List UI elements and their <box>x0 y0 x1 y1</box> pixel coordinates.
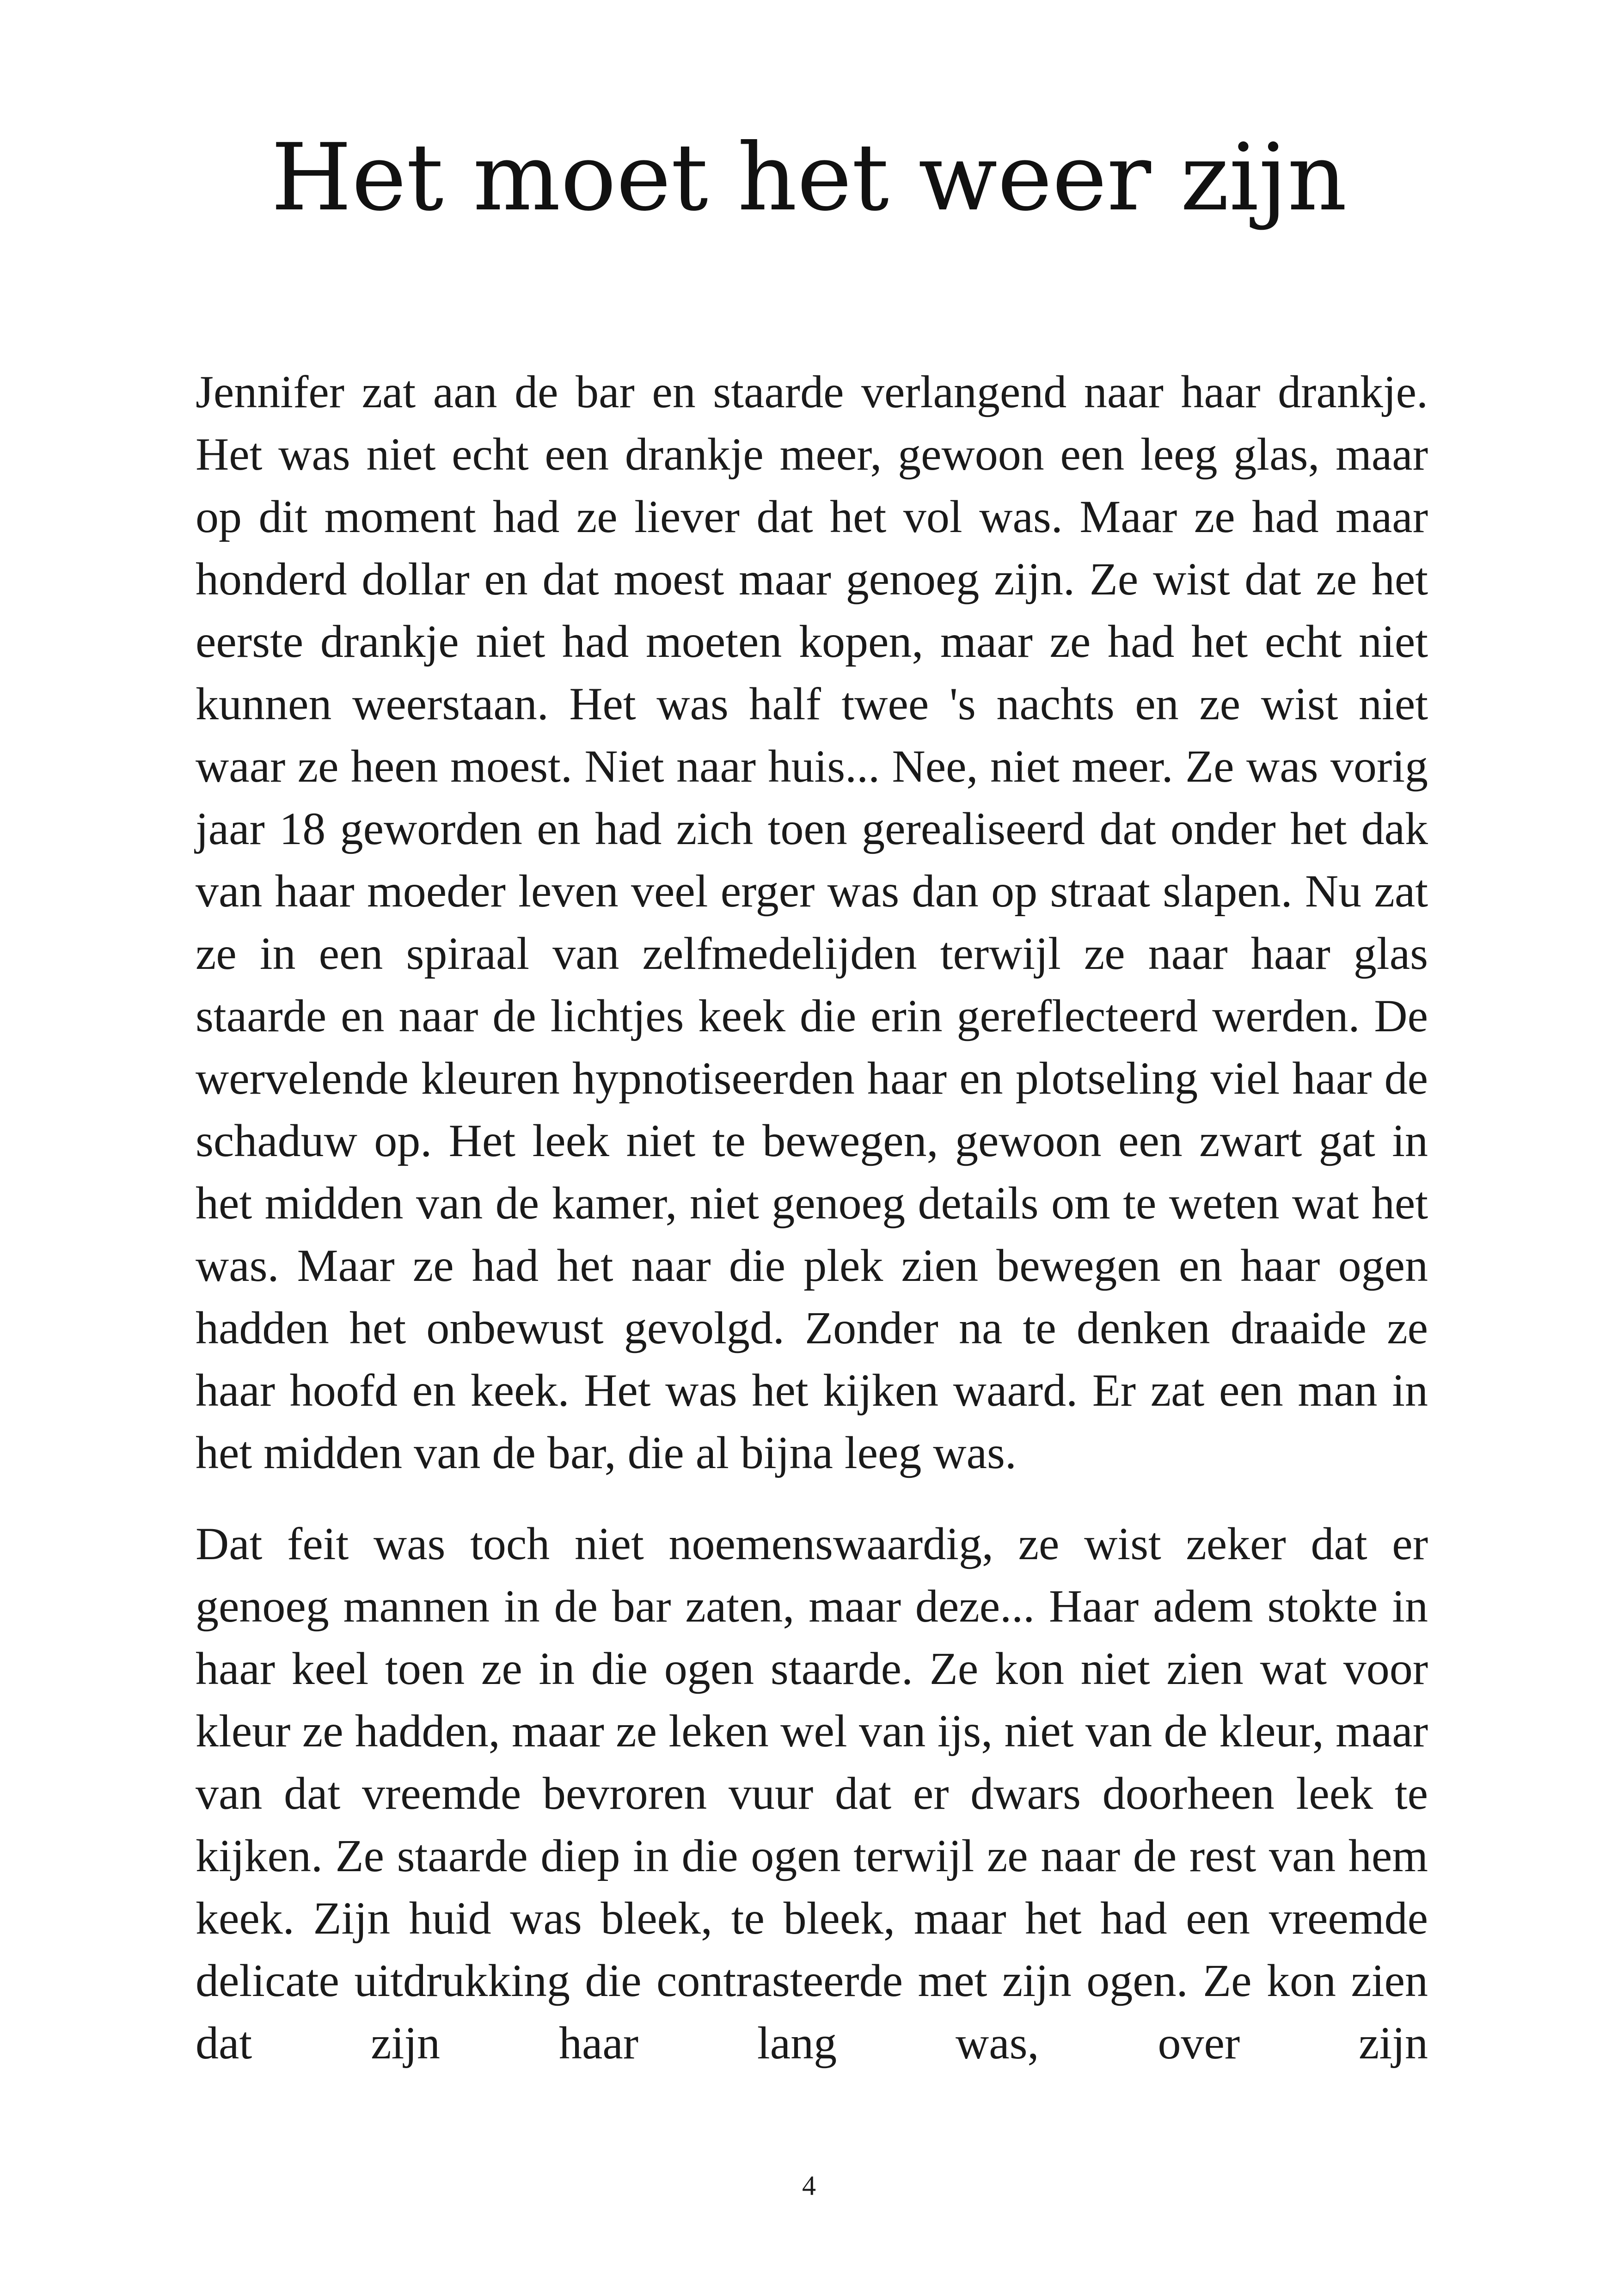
paragraph-1: Jennifer zat aan de bar en staarde verlangend naar haar drankje. Het was niet echt een drankje meer, gewoon een leeg glas, maar op dit moment had ze liever dat het vol was. Maar ze had maar honderd dollar en dat moest maar genoeg zijn. Ze wist dat ze het eerste drankje niet had moeten kopen, maar ze had het echt niet kunnen weerstaan. Het was half twee 's nachts en ze wist niet waar ze heen moest. Niet naar huis... Nee, niet meer. Ze was vorig jaar 18 geworden en had zich toen gerealiseerd dat onder het dak van haar moeder leven veel erger was dan op straat slapen. Nu zat ze in een spiraal van zelfmedelijden terwijl ze naar haar glas staarde en naar de lichtjes keek die erin gereflecteerd werden. De wervelende kleuren hypnotiseerden haar en plotseling viel haar de schaduw op. Het leek niet te bewegen, gewoon een zwart gat in het midden van de kamer, niet genoeg details om te weten wat het was. Maar ze had het naar die plek zien bewegen en haar ogen hadden het onbewust gevolgd. Zonder na te denken draaide ze haar hoofd en keek. Het was het kijken waard. Er zat een man in het midden van de bar, die al bijna leeg was. <box>196 366 1428 1478</box>
paragraph-2: Dat feit was toch niet noemenswaardig, ze wist zeker dat er genoeg mannen in de bar zaten, maar deze... Haar adem stokte in haar keel toen ze in die ogen staarde. Ze kon niet zien wat voor kleur ze hadden, maar ze leken wel van ijs, niet van de kleur, maar van dat vreemde bevroren vuur dat er dwars doorheen leek te kijken. Ze staarde diep in die ogen terwijl ze naar de rest van hem keek. Zijn huid was bleek, te bleek, maar het had een vreemde delicate uitdrukking die contrasteerde met zijn ogen. Ze kon zien dat zijn haar lang was, over zijn <box>196 1518 1428 2069</box>
chapter-title: Het moet het weer zijn <box>271 124 1347 232</box>
chapter-body <box>196 361 1428 2074</box>
page-number: 4 <box>802 2170 816 2201</box>
